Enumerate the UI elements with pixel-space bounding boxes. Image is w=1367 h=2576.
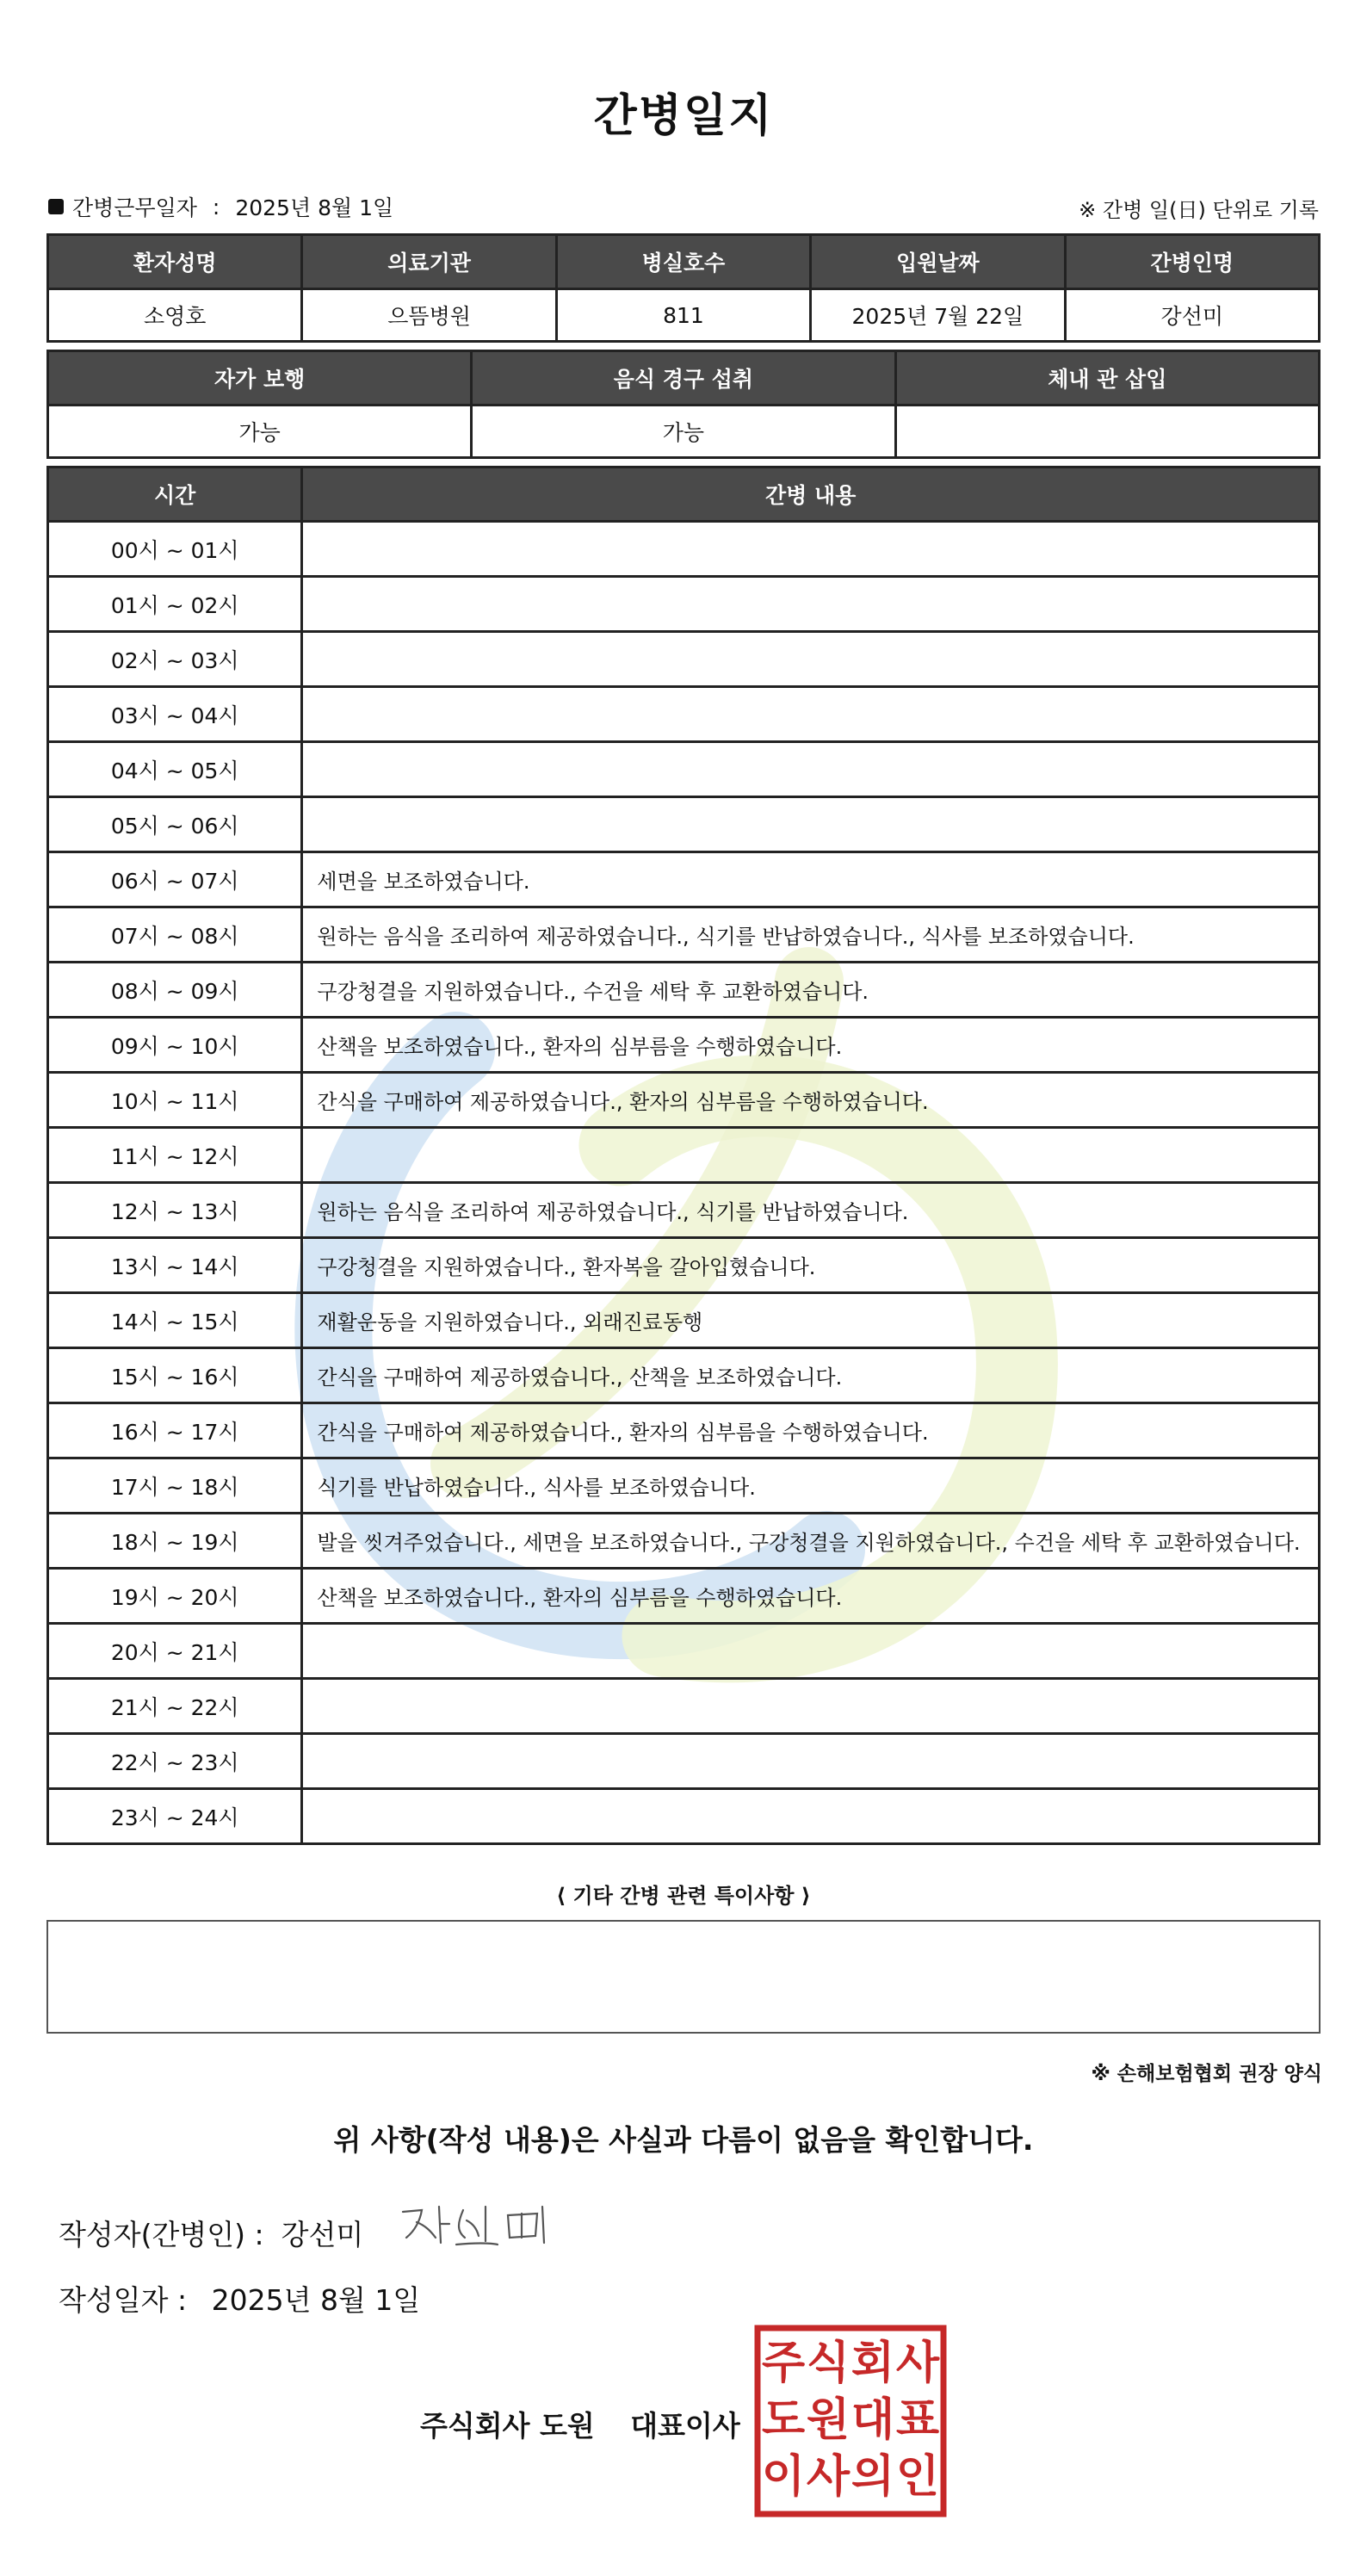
seal-char: 식 bbox=[806, 2338, 851, 2389]
table-row bbox=[48, 742, 1320, 797]
table-row bbox=[48, 1734, 1320, 1789]
time-cell: 05시 ~ 06시 bbox=[48, 797, 302, 852]
writer-line bbox=[59, 2213, 363, 2253]
care-content-cell bbox=[302, 1624, 1320, 1679]
header-caregiver-name: 간병인명 bbox=[1065, 235, 1319, 289]
header-care-content: 간병 내용 bbox=[302, 468, 1320, 522]
seal-char: 이 bbox=[761, 2451, 806, 2503]
time-cell: 01시 ~ 02시 bbox=[48, 577, 302, 632]
time-cell: 19시 ~ 20시 bbox=[48, 1569, 302, 1624]
time-cell: 02시 ~ 03시 bbox=[48, 632, 302, 687]
time-cell: 03시 ~ 04시 bbox=[48, 687, 302, 742]
seal-char: 주 bbox=[761, 2338, 806, 2389]
header-patient-name: 환자성명 bbox=[48, 235, 302, 289]
care-content-cell: 산책을 보조하였습니다., 환자의 심부름을 수행하였습니다. bbox=[302, 1569, 1320, 1624]
table-row bbox=[48, 1018, 1320, 1073]
care-content-cell: 간식을 구매하여 제공하였습니다., 환자의 심부름을 수행하였습니다. bbox=[302, 1073, 1320, 1128]
table-row bbox=[48, 1514, 1320, 1569]
care-content-cell: 구강청결을 지원하였습니다., 환자복을 갈아입혔습니다. bbox=[302, 1238, 1320, 1293]
header-admission-date: 입원날짜 bbox=[811, 235, 1065, 289]
care-content-cell: 식기를 반납하였습니다., 식사를 보조하였습니다. bbox=[302, 1458, 1320, 1514]
care-content-cell bbox=[302, 742, 1320, 797]
table-row bbox=[48, 632, 1320, 687]
seal-char: 대 bbox=[851, 2394, 895, 2446]
time-cell: 09시 ~ 10시 bbox=[48, 1018, 302, 1073]
table-row bbox=[48, 1403, 1320, 1458]
care-content-cell: 원하는 음식을 조리하여 제공하였습니다., 식기를 반납하였습니다. bbox=[302, 1183, 1320, 1238]
care-content-cell: 간식을 구매하여 제공하였습니다., 환자의 심부름을 수행하였습니다. bbox=[302, 1403, 1320, 1458]
care-content-cell bbox=[302, 522, 1320, 577]
time-cell: 22시 ~ 23시 bbox=[48, 1734, 302, 1789]
care-content-cell bbox=[302, 1679, 1320, 1734]
header-room-number: 병실호수 bbox=[556, 235, 810, 289]
header-institution: 의료기관 bbox=[302, 235, 556, 289]
seal-char: 의 bbox=[851, 2451, 895, 2503]
admission-date: 2025년 7월 22일 bbox=[811, 289, 1065, 342]
work-date-value: 2025년 8월 1일 bbox=[235, 195, 394, 220]
table-row bbox=[48, 1458, 1320, 1514]
table-row bbox=[48, 852, 1320, 907]
care-content-cell bbox=[302, 1734, 1320, 1789]
time-cell: 04시 ~ 05시 bbox=[48, 742, 302, 797]
seal-char: 표 bbox=[895, 2394, 940, 2446]
written-date-value: 2025년 8월 1일 bbox=[211, 2283, 421, 2317]
time-cell: 14시 ~ 15시 bbox=[48, 1293, 302, 1348]
care-content-cell bbox=[302, 632, 1320, 687]
table-row bbox=[48, 1238, 1320, 1293]
notes-title: ⟨ 기타 간병 관련 특이사항 ⟩ bbox=[556, 1884, 811, 1908]
table-row bbox=[48, 1073, 1320, 1128]
table-row bbox=[48, 963, 1320, 1018]
header-self-walking: 자가 보행 bbox=[48, 351, 472, 406]
time-cell: 21시 ~ 22시 bbox=[48, 1679, 302, 1734]
care-content-cell: 간식을 구매하여 제공하였습니다., 산책을 보조하였습니다. bbox=[302, 1348, 1320, 1403]
record-unit-note: ※ 간병 일(日) 단위로 기록 bbox=[1079, 198, 1319, 222]
table-row bbox=[48, 1293, 1320, 1348]
table-row bbox=[48, 797, 1320, 852]
care-content-cell bbox=[302, 797, 1320, 852]
room-number: 811 bbox=[556, 289, 810, 342]
caregiver-name: 강선미 bbox=[1065, 289, 1319, 342]
page-title: 간병일지 bbox=[593, 90, 774, 142]
time-cell: 00시 ~ 01시 bbox=[48, 522, 302, 577]
seal-char: 인 bbox=[895, 2451, 940, 2503]
work-date-label: 간병근무일자 bbox=[72, 195, 197, 220]
time-cell: 17시 ~ 18시 bbox=[48, 1458, 302, 1514]
time-cell: 12시 ~ 13시 bbox=[48, 1183, 302, 1238]
table-row bbox=[48, 522, 1320, 577]
square-bullet-icon bbox=[48, 199, 64, 214]
notes-box bbox=[46, 1920, 1321, 2034]
time-cell: 15시 ~ 16시 bbox=[48, 1348, 302, 1403]
work-date-line bbox=[48, 191, 393, 222]
patient-name: 소영호 bbox=[48, 289, 302, 342]
care-content-cell: 세면을 보조하였습니다. bbox=[302, 852, 1320, 907]
time-cell: 07시 ~ 08시 bbox=[48, 907, 302, 963]
company-seal-stamp bbox=[754, 2325, 947, 2517]
patient-status-table bbox=[46, 350, 1321, 459]
table-row bbox=[48, 577, 1320, 632]
time-cell: 18시 ~ 19시 bbox=[48, 1514, 302, 1569]
time-cell: 16시 ~ 17시 bbox=[48, 1403, 302, 1458]
header-oral-intake: 음식 경구 섭취 bbox=[472, 351, 895, 406]
table-row bbox=[48, 1348, 1320, 1403]
written-date-label: 작성일자 : bbox=[59, 2283, 188, 2317]
self-walking-value: 가능 bbox=[48, 406, 472, 458]
time-cell: 13시 ~ 14시 bbox=[48, 1238, 302, 1293]
table-row bbox=[48, 1624, 1320, 1679]
table-row bbox=[48, 1569, 1320, 1624]
seal-char: 도 bbox=[761, 2394, 806, 2446]
time-cell: 23시 ~ 24시 bbox=[48, 1789, 302, 1844]
seal-char: 회 bbox=[851, 2338, 895, 2389]
handwritten-signature bbox=[396, 2200, 551, 2251]
table-row bbox=[48, 687, 1320, 742]
seal-char: 사 bbox=[895, 2338, 940, 2389]
care-content-cell: 구강청결을 지원하였습니다., 수건을 세탁 후 교환하였습니다. bbox=[302, 963, 1320, 1018]
institution: 으뜸병원 bbox=[302, 289, 556, 342]
care-content-cell: 원하는 음식을 조리하여 제공하였습니다., 식기를 반납하였습니다., 식사를 보조하였습니다. bbox=[302, 907, 1320, 963]
written-date-line bbox=[59, 2278, 420, 2319]
care-content-cell bbox=[302, 577, 1320, 632]
company-rep: 대표이사 bbox=[630, 2409, 740, 2443]
confirmation-statement: 위 사항(작성 내용)은 사실과 다름이 없음을 확인합니다. bbox=[333, 2123, 1034, 2157]
header-tube-insertion: 체내 관 삽입 bbox=[895, 351, 1319, 406]
seal-char: 사 bbox=[806, 2451, 851, 2503]
writer-name: 강선미 bbox=[281, 2218, 364, 2251]
company-line bbox=[420, 2404, 740, 2444]
recommend-note: ※ 손해보험협회 권장 양식 bbox=[1091, 2063, 1322, 2085]
time-cell: 06시 ~ 07시 bbox=[48, 852, 302, 907]
work-date-separator: : bbox=[212, 194, 220, 220]
care-content-cell bbox=[302, 1789, 1320, 1844]
writer-label: 작성자(간병인) : bbox=[59, 2218, 264, 2251]
table-row bbox=[48, 1679, 1320, 1734]
company-name: 주식회사 도원 bbox=[420, 2409, 595, 2443]
table-row bbox=[48, 1789, 1320, 1844]
time-cell: 08시 ~ 09시 bbox=[48, 963, 302, 1018]
care-content-cell: 산책을 보조하였습니다., 환자의 심부름을 수행하였습니다. bbox=[302, 1018, 1320, 1073]
seal-char: 원 bbox=[806, 2394, 851, 2446]
care-content-cell bbox=[302, 687, 1320, 742]
care-content-cell bbox=[302, 1128, 1320, 1183]
time-cell: 11시 ~ 12시 bbox=[48, 1128, 302, 1183]
care-log-rows bbox=[48, 522, 1320, 1844]
care-content-cell: 발을 씻겨주었습니다., 세면을 보조하였습니다., 구강청결을 지원하였습니다., 수건을 세탁 후 교환하였습니다. bbox=[302, 1514, 1320, 1569]
table-row bbox=[48, 1128, 1320, 1183]
table-row bbox=[48, 1183, 1320, 1238]
table-row bbox=[48, 907, 1320, 963]
care-content-cell: 재활운동을 지원하였습니다., 외래진료동행 bbox=[302, 1293, 1320, 1348]
patient-info-table bbox=[46, 233, 1321, 343]
time-cell: 20시 ~ 21시 bbox=[48, 1624, 302, 1679]
header-time: 시간 bbox=[48, 468, 302, 522]
time-cell: 10시 ~ 11시 bbox=[48, 1073, 302, 1128]
care-log-table bbox=[46, 466, 1321, 1845]
tube-insertion-value bbox=[895, 406, 1319, 458]
oral-intake-value: 가능 bbox=[472, 406, 895, 458]
